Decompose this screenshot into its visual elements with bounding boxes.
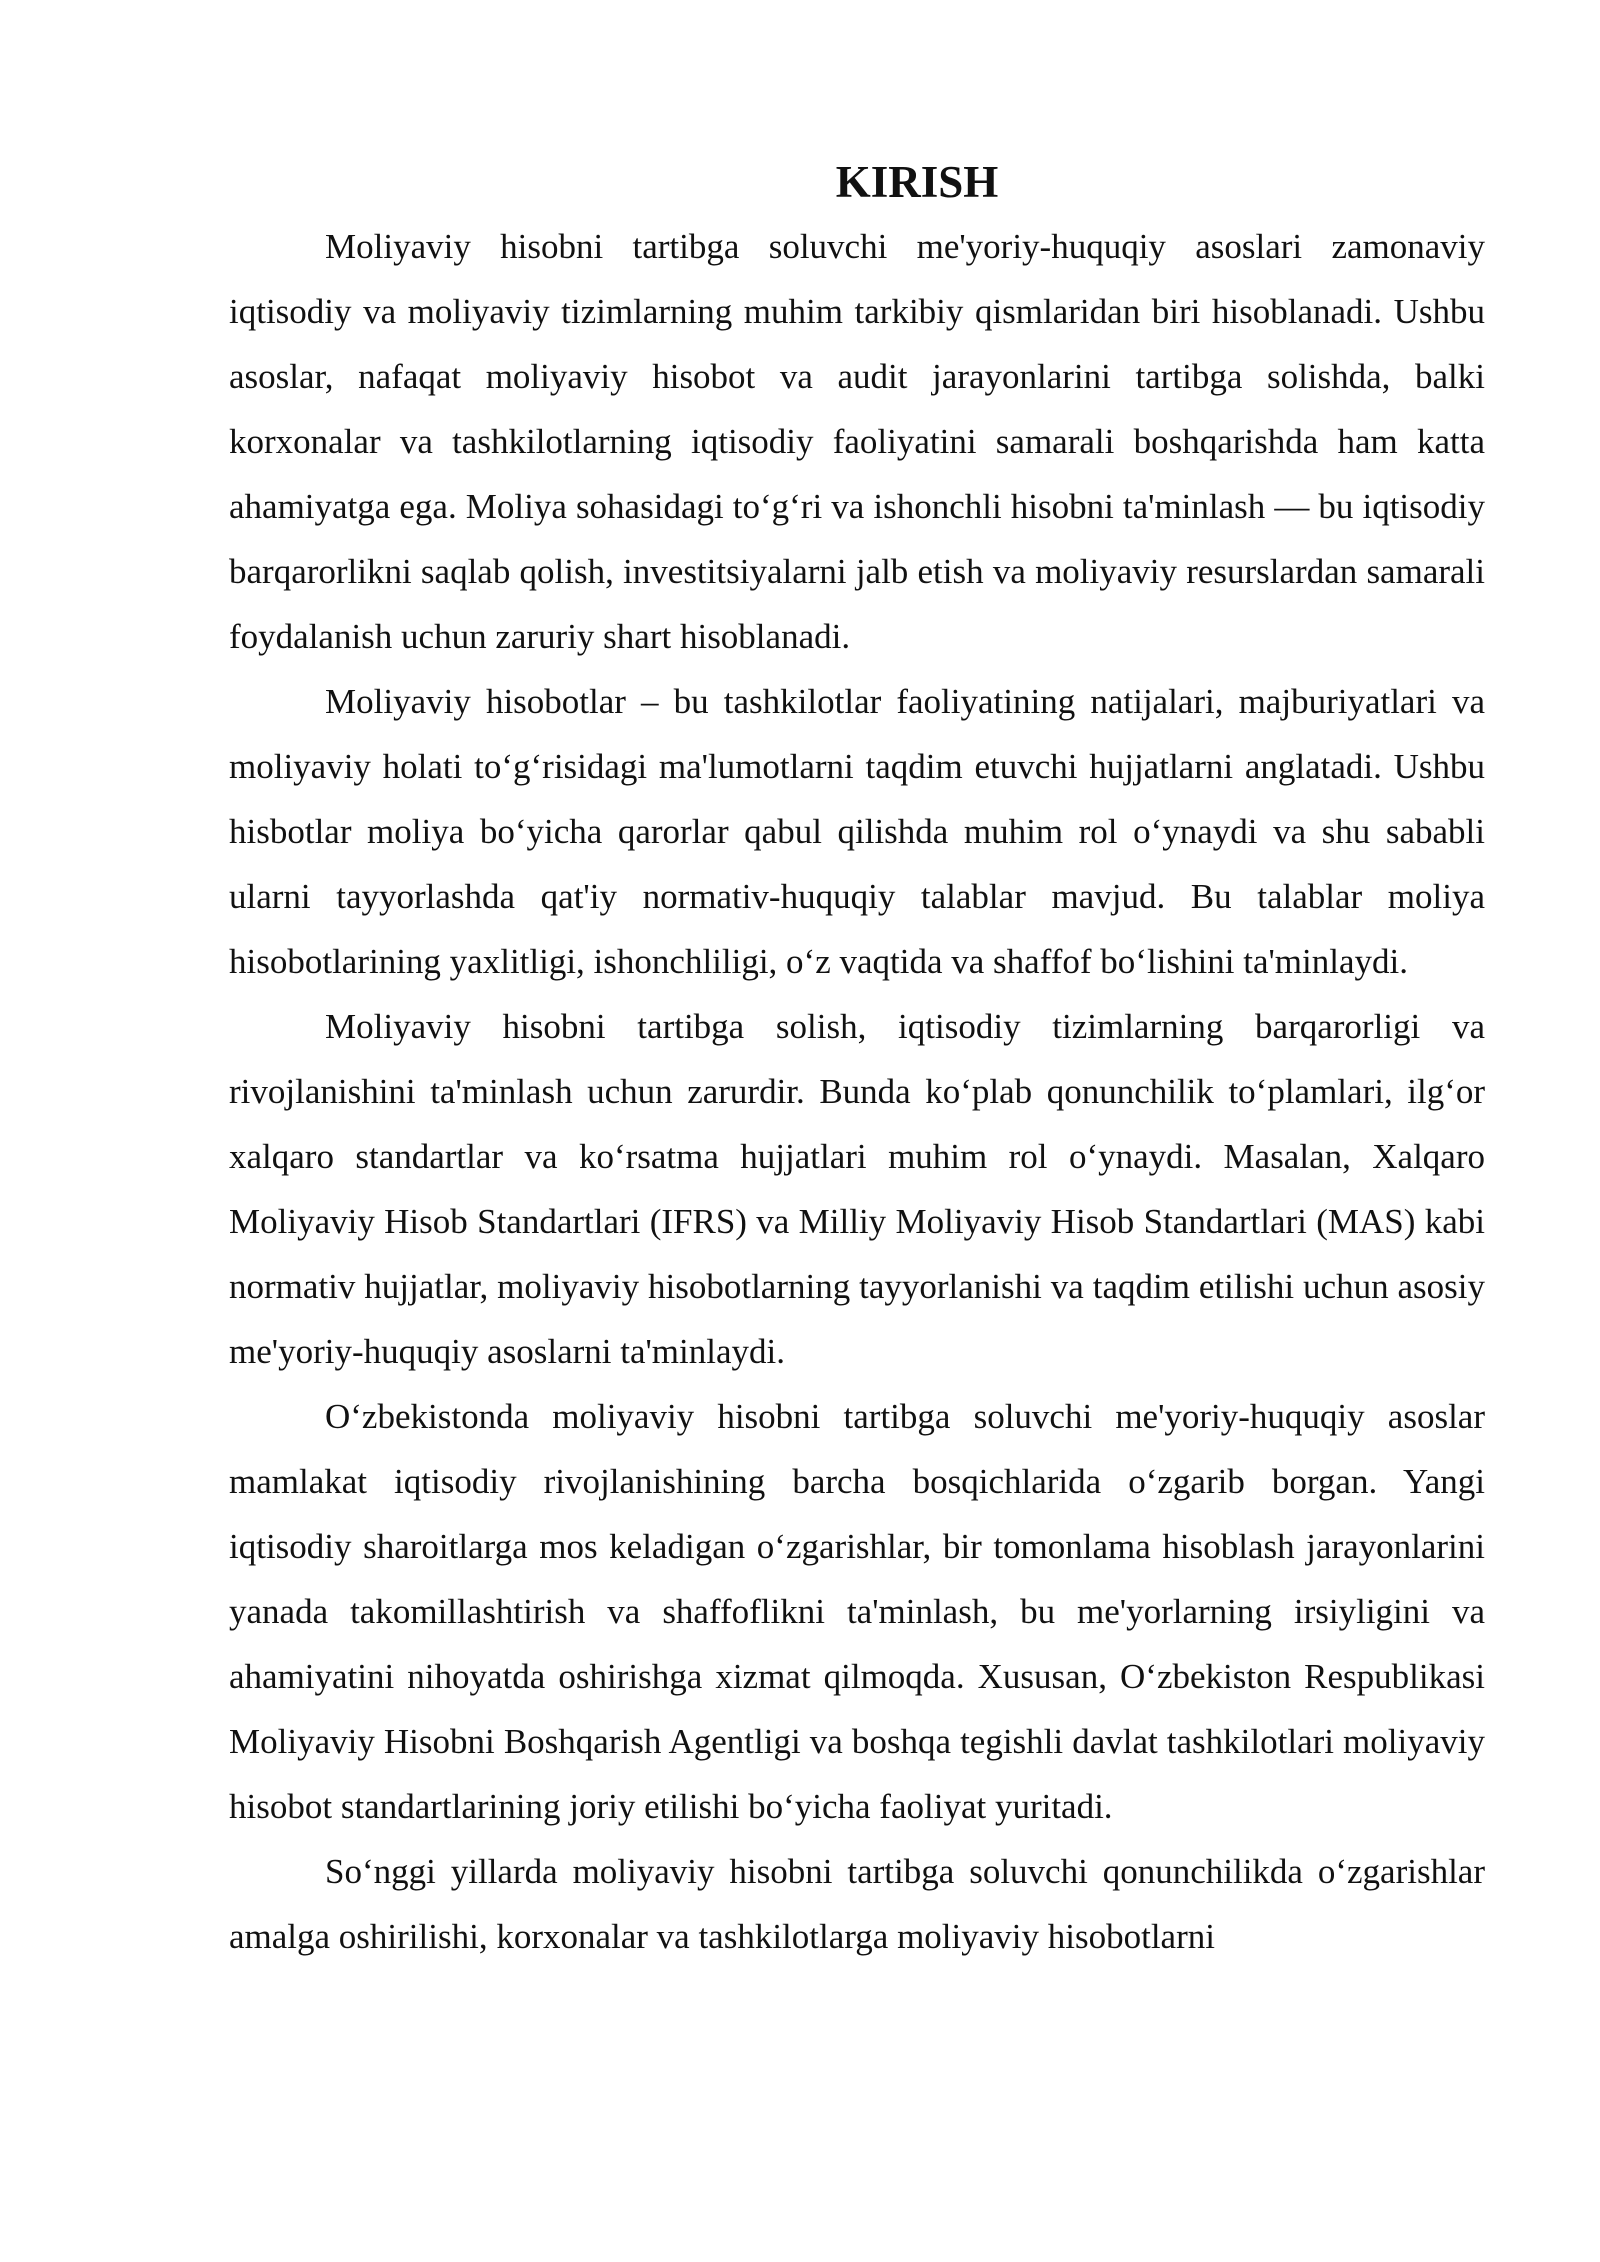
section-heading: KIRISH (835, 157, 999, 207)
paragraph-4: O‘zbekistonda moliyaviy hisobni tartibga soluvchi me'yoriy-huquqiy asoslar mamlakat iqtisodiy rivojlanishining barcha bosqichlarida o‘zgarib borgan. Yangi iqtisodiy sharoitlarga mos keladigan o‘zgarishlar, bir tomonlama hisoblash jarayonlarini yanada takomillashtirish va shaffoflikni ta'minlash, bu me'yorlarning irsiyligini va ahamiyatini nihoyatda oshirishga xizmat qilmoqda. Xususan, O‘zbekiston Respublikasi Moliyaviy Hisobni Boshqarish Agentligi va boshqa tegishli davlat tashkilotlari moliyaviy hisobot standartlarining joriy etilishi bo‘yicha faoliyat yuritadi. (229, 1397, 1485, 1826)
page-content (229, 150, 1485, 1969)
paragraph-1: Moliyaviy hisobni tartibga soluvchi me'yoriy-huquqiy asoslari zamonaviy iqtisodiy va moliyaviy tizimlarning muhim tarkibiy qismlaridan biri hisoblanadi. Ushbu asoslar, nafaqat moliyaviy hisobot va audit jarayonlarini tartibga solishda, balki korxonalar va tashkilotlarning iqtisodiy faoliyatini samarali boshqarishda ham katta ahamiyatga ega. Moliya sohasidagi to‘g‘ri va ishonchli hisobni ta'minlash — bu iqtisodiy barqarorlikni saqlab qolish, investitsiyalarni jalb etish va moliyaviy resurslardan samarali foydalanish uchun zaruriy shart hisoblanadi. (229, 227, 1485, 656)
paragraph-2: Moliyaviy hisobotlar – bu tashkilotlar faoliyatining natijalari, majburiyatlari va moliyaviy holati to‘g‘risidagi ma'lumotlarni taqdim etuvchi hujjatlarni anglatadi. Ushbu hisbotlar moliya bo‘yicha qarorlar qabul qilishda muhim rol o‘ynaydi va shu sababli ularni tayyorlashda qat'iy normativ-huquqiy talablar mavjud. Bu talablar moliya hisobotlarining yaxlitligi, ishonchliligi, o‘z vaqtida va shaffof bo‘lishini ta'minlaydi. (229, 682, 1485, 981)
paragraph-3: Moliyaviy hisobni tartibga solish, iqtisodiy tizimlarning barqarorligi va rivojlanishini ta'minlash uchun zarurdir. Bunda ko‘plab qonunchilik to‘plamlari, ilg‘or xalqaro standartlar va ko‘rsatma hujjatlari muhim rol o‘ynaydi. Masalan, Xalqaro Moliyaviy Hisob Standartlari (IFRS) va Milliy Moliyaviy Hisob Standartlari (MAS) kabi normativ hujjatlar, moliyaviy hisobotlarning tayyorlanishi va taqdim etilishi uchun asosiy me'yoriy-huquqiy asoslarni ta'minlaydi. (229, 1007, 1485, 1371)
paragraph-5: So‘nggi yillarda moliyaviy hisobni tartibga soluvchi qonunchilikda o‘zgarishlar amalga oshirilishi, korxonalar va tashkilotlarga moliyaviy hisobotlarni (229, 1852, 1485, 1956)
